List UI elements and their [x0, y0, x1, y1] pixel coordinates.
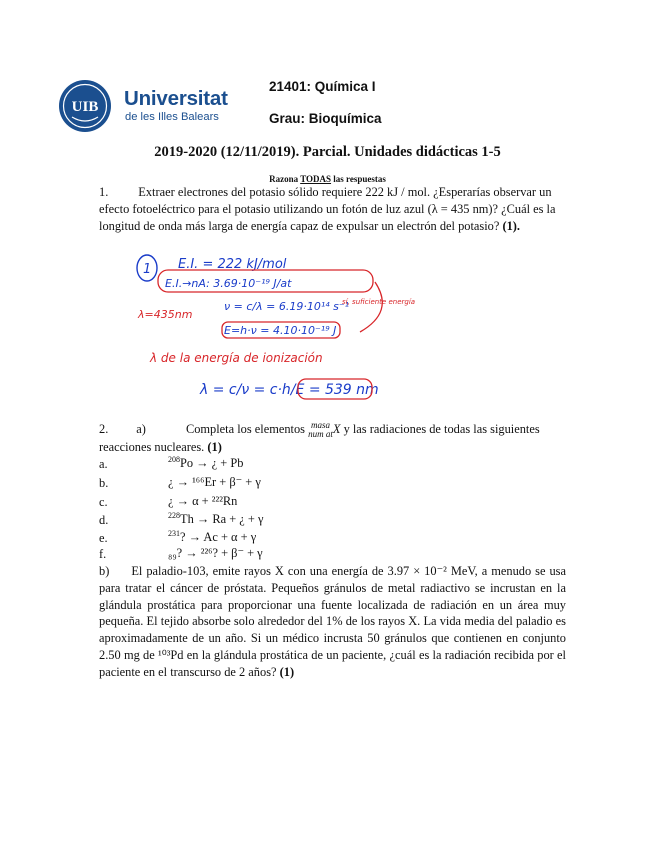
reaction-d: $^{228}$Th → Ra + ¿ + γ [168, 511, 264, 527]
hw-heading: λ de la energía de ionización [150, 351, 323, 365]
hw-nu: ν = c/λ = 6.19·10¹⁴ s⁻¹ [224, 300, 350, 313]
university-logo-seal [58, 79, 112, 133]
logo-seal-text: UIB [71, 99, 99, 115]
question-2a-points: (1) [207, 440, 222, 455]
hw-note: sí, suficiente energía [342, 298, 416, 306]
question-2-number: 2. [99, 422, 109, 436]
hw-energy: E=h·ν = 4.10·10⁻¹⁹ J [224, 324, 337, 337]
hw-arrow [360, 282, 382, 332]
hw-lambda: λ=435nm [138, 308, 193, 321]
question-1-points: (1). [502, 219, 521, 233]
hw-formula: λ = c/ν = c·h/E = 539 nm [200, 382, 379, 398]
handwritten-answer [120, 242, 420, 412]
reaction-f: ₈₉? → ²²⁶? + β⁻ + γ [168, 546, 263, 561]
question-1-number: 1. [99, 185, 109, 199]
reaction-letter: b. [99, 476, 109, 490]
question-2b-label: b) [99, 564, 110, 578]
exam-title: 2019-2020 (12/11/2019). Parcial. Unidades didácticas 1-5 [154, 144, 501, 160]
reaction-e: $^{231}$? → Ac + α + γ [168, 529, 257, 545]
reaction-letter: a. [99, 457, 108, 471]
question-2b-text: El paladio-103, emite rayos X con una energía de 3.97 × 10⁻² MeV, a menudo se usa para tratar el cáncer de próstata. Pequeños gránulos de metal radiactivo se incrustan en la glándula prostática para proporcionar una fuente localizada de radiación en un área muy pequeña. El tejido absorbe solo alrededor del 1% de los rayos X. La vida media del paladio es aproximadamente de un año. Si un médico incrusta 50 gránulos que contienen en conjunto 2.50 mg de ¹⁰³Pd en la glándula prostática de un paciente, ¿cuál es la radiación recibida por el paciente en el transcurso de 2 años? [99, 564, 566, 679]
question-2a-text-after: y las radiaciones de todas las siguientes reacciones nucleares. [99, 422, 540, 455]
reaction-a: $^{208}$Po → ¿ + Pb [168, 455, 244, 471]
degree-name: Grau: Bioquímica [269, 111, 382, 126]
hw-line-1: E.I. = 222 kJ/mol [178, 257, 287, 272]
reaction-b: ¿ → ¹⁶⁶Er + β⁻ + γ [168, 475, 261, 490]
reaction-letter: d. [99, 513, 109, 527]
reaction-letter: f. [99, 547, 107, 561]
question-1 [99, 184, 566, 235]
reaction-letter: e. [99, 531, 108, 545]
hw-line-2: E.I.→nA: 3.69·10⁻¹⁹ J/at [165, 277, 292, 290]
university-subtitle: de les Illes Balears [125, 111, 219, 123]
question-2a-label: a) [136, 422, 146, 436]
reaction-letter: c. [99, 495, 108, 509]
university-name: Universitat [124, 87, 228, 110]
instructions: Razona TODAS las respuestas [269, 174, 386, 184]
mass-number-fraction: masa num at [308, 420, 333, 440]
question-2b [99, 563, 566, 681]
question-2b-points: (1) [279, 664, 295, 679]
question-1-text: Extraer electrones del potasio sólido requiere 222 kJ / mol. ¿Esperarías observar un efecto fotoeléctrico para el potasio utilizando un fotón de luz azul (λ = 435 nm)? ¿Cuál es la longitud de onda más larga de energía capaz de expulsar un electrón del potasio? [99, 185, 556, 233]
hw-circle-label: 1 [143, 262, 152, 277]
question-2a [99, 421, 566, 455]
element-var: X [332, 422, 341, 436]
question-2a-text-before: Completa los elementos [185, 422, 306, 436]
reaction-c: ¿ → α + ²²²Rn [168, 494, 238, 509]
course-code: 21401: Química I [269, 79, 376, 94]
